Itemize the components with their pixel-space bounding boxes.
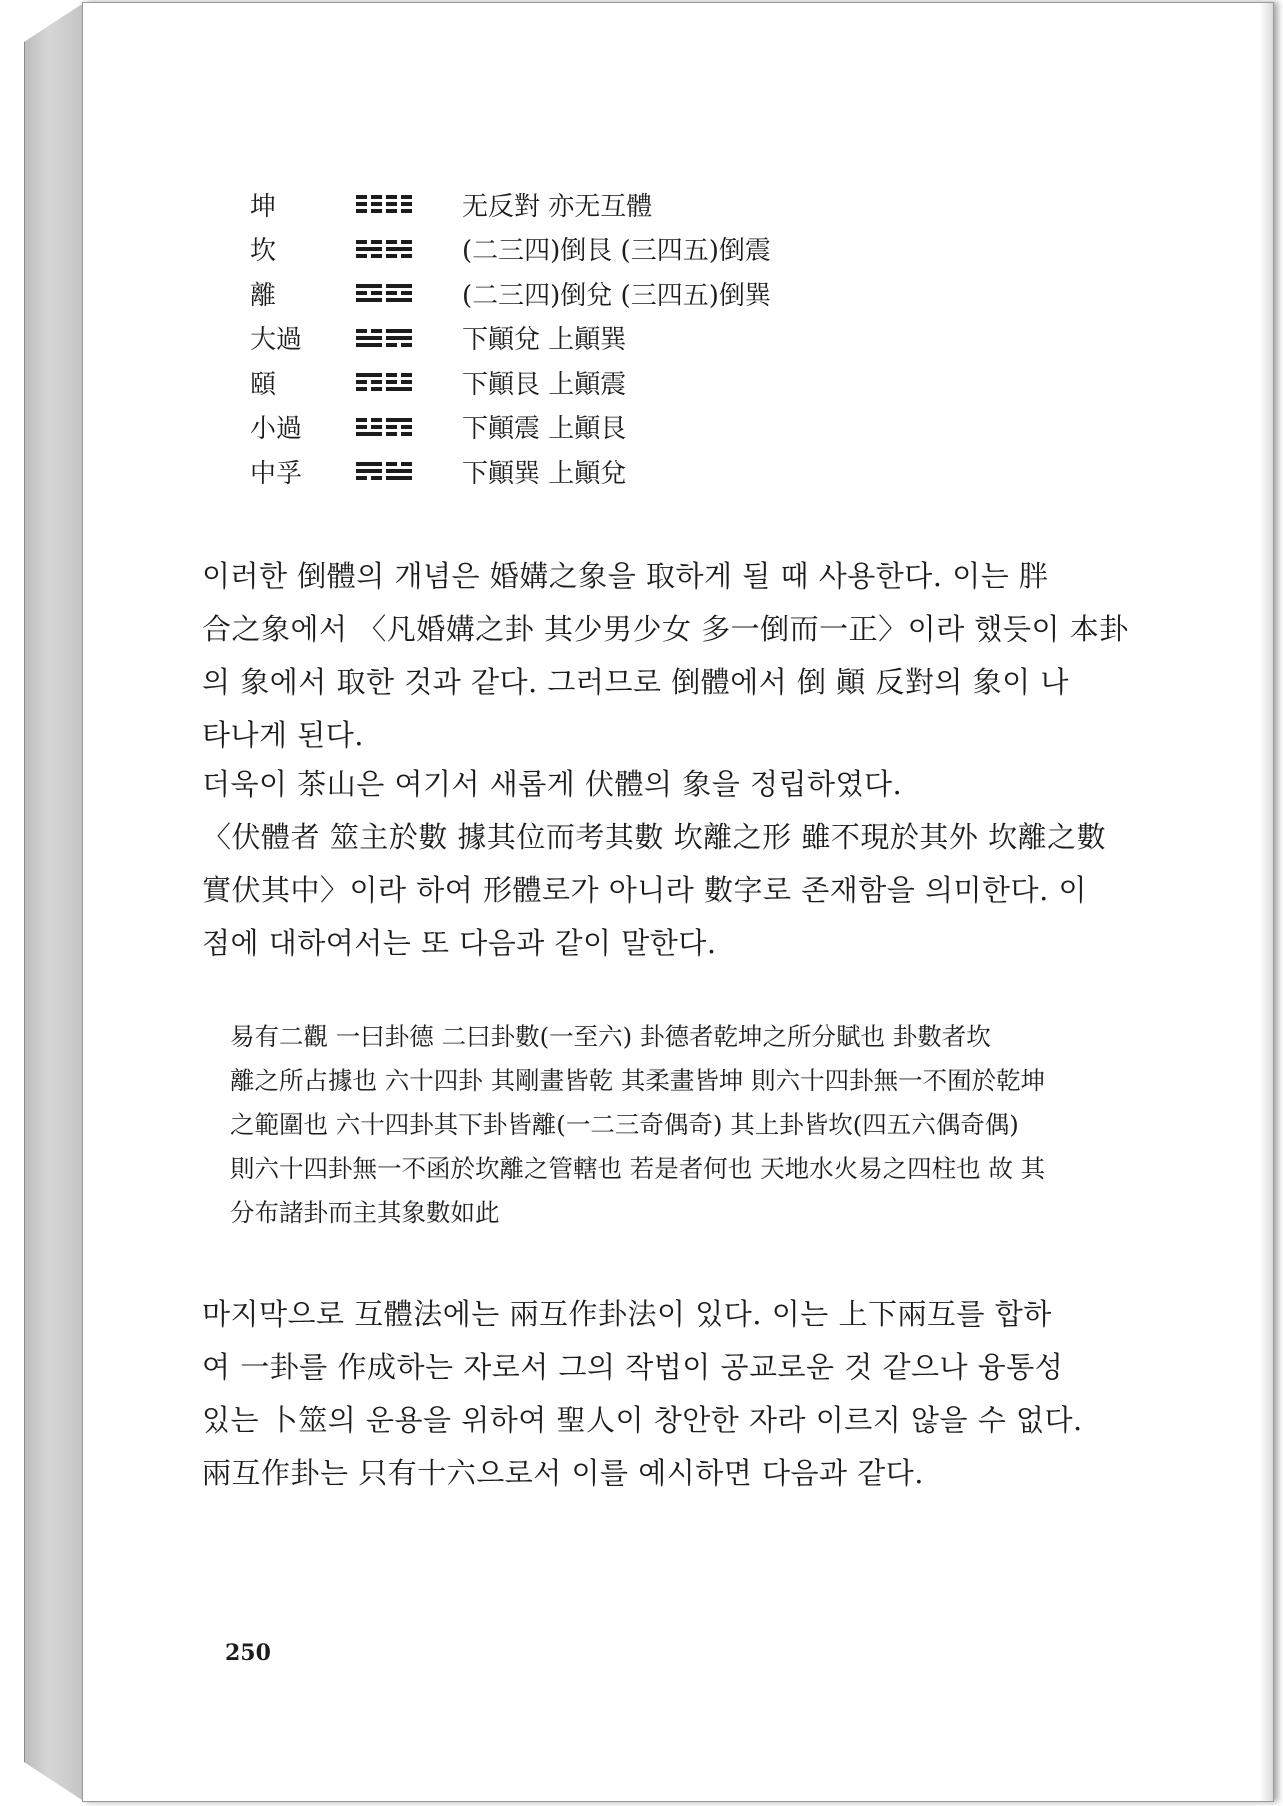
trigram-icon bbox=[386, 193, 412, 215]
hexagram-description: 无反對 亦无互體 bbox=[462, 191, 653, 222]
hexagram-description: 下顚艮 上顚震 bbox=[462, 369, 627, 400]
paragraph-line: 合之象에서 〈凡婚媾之卦 其少男少女 多一倒而一正〉이라 했듯이 本卦 bbox=[202, 612, 1129, 646]
hexagram-description: 下顚震 上顚艮 bbox=[462, 414, 627, 445]
paragraph-line: 여 一卦를 作成하는 자로서 그의 작법이 공교로운 것 같으나 융통성 bbox=[202, 1350, 1064, 1384]
hexagram-name: 離 bbox=[250, 280, 277, 311]
quote-block bbox=[230, 1015, 1045, 1235]
page-edge bbox=[1259, 3, 1273, 1801]
hexagram-row bbox=[250, 227, 771, 272]
hexagram-name: 頤 bbox=[250, 369, 277, 400]
page-number: 250 bbox=[225, 1640, 271, 1666]
paragraph-line: 마지막으로 互體法에는 兩互作卦法이 있다. 이는 上下兩互를 합하 bbox=[202, 1297, 1052, 1331]
hexagram-symbol-icon bbox=[356, 238, 462, 260]
paragraph-line: 타나게 된다. bbox=[202, 718, 365, 752]
paragraph-line: 〈伏體者 筮主於數 據其位而考其數 坎離之形 雖不現於其外 坎離之數 bbox=[202, 820, 1107, 854]
trigram-icon bbox=[386, 327, 412, 349]
quote-line: 之範圍也 六十四卦其下卦皆離(一二三奇偶奇) 其上卦皆坎(四五六偶奇偶) bbox=[230, 1110, 1019, 1139]
trigram-icon bbox=[386, 460, 412, 482]
hexagram-row bbox=[250, 449, 771, 494]
hexagram-row bbox=[250, 360, 771, 405]
hexagram-description: (二三四)倒艮 (三四五)倒震 bbox=[462, 236, 771, 267]
hexagram-row bbox=[250, 405, 771, 450]
paragraph-line: 實伏其中〉이라 하여 形體로가 아니라 數字로 존재함을 의미한다. 이 bbox=[202, 873, 1088, 907]
hexagram-symbol-icon bbox=[356, 327, 462, 349]
hexagram-symbol-icon bbox=[356, 282, 462, 304]
paragraph-2 bbox=[202, 758, 1106, 970]
hexagram-name: 小過 bbox=[250, 414, 303, 445]
quote-line: 分布諸卦而主其象數如此 bbox=[230, 1198, 500, 1227]
paragraph-line: 더욱이 茶山은 여기서 새롭게 伏體의 象을 정립하였다. bbox=[202, 767, 903, 801]
paragraph-1 bbox=[202, 550, 1129, 762]
paragraph-line: 의 象에서 取한 것과 같다. 그러므로 倒體에서 倒 顚 反對의 象이 나 bbox=[202, 665, 1069, 699]
hexagram-symbol-icon bbox=[356, 193, 462, 215]
hexagram-row bbox=[250, 316, 771, 361]
trigram-icon bbox=[356, 193, 382, 215]
book-spine bbox=[24, 2, 85, 1802]
quote-line: 則六十四卦無一不函於坎離之管轄也 若是者何也 天地水火易之四柱也 故 其 bbox=[230, 1154, 1046, 1183]
trigram-icon bbox=[386, 371, 412, 393]
quote-line: 離之所占據也 六十四卦 其剛畫皆乾 其柔畫皆坤 則六十四卦無一不囿於乾坤 bbox=[230, 1066, 1046, 1095]
paragraph-3 bbox=[202, 1288, 1083, 1500]
paragraph-line: 있는 卜筮의 운용을 위하여 聖人이 창안한 자라 이르지 않을 수 없다. bbox=[202, 1403, 1083, 1437]
paragraph-line: 점에 대하여서는 또 다음과 같이 말한다. bbox=[202, 926, 717, 960]
hexagram-row bbox=[250, 271, 771, 316]
hexagram-name: 大過 bbox=[250, 325, 303, 356]
hexagram-description: (二三四)倒兌 (三四五)倒巽 bbox=[462, 280, 771, 311]
trigram-icon bbox=[356, 327, 382, 349]
trigram-icon bbox=[356, 238, 382, 260]
trigram-icon bbox=[386, 238, 412, 260]
hexagram-table bbox=[250, 182, 771, 494]
trigram-icon bbox=[386, 416, 412, 438]
hexagram-symbol-icon bbox=[356, 371, 462, 393]
hexagram-symbol-icon bbox=[356, 416, 462, 438]
trigram-icon bbox=[356, 371, 382, 393]
paragraph-line: 兩互作卦는 只有十六으로서 이를 예시하면 다음과 같다. bbox=[202, 1456, 925, 1490]
trigram-icon bbox=[356, 460, 382, 482]
hexagram-name: 坎 bbox=[250, 236, 277, 267]
hexagram-name: 中孚 bbox=[250, 458, 303, 489]
trigram-icon bbox=[356, 282, 382, 304]
quote-line: 易有二觀 一曰卦德 二曰卦數(一至六) 卦德者乾坤之所分賦也 卦數者坎 bbox=[230, 1022, 991, 1051]
paragraph-line: 이러한 倒體의 개념은 婚媾之象을 取하게 될 때 사용한다. 이는 胖 bbox=[202, 559, 1049, 593]
trigram-icon bbox=[356, 416, 382, 438]
hexagram-description: 下顚巽 上顚兌 bbox=[462, 458, 627, 489]
hexagram-name: 坤 bbox=[250, 191, 277, 222]
hexagram-description: 下顚兌 上顚巽 bbox=[462, 325, 627, 356]
trigram-icon bbox=[386, 282, 412, 304]
hexagram-row bbox=[250, 182, 771, 227]
hexagram-symbol-icon bbox=[356, 460, 462, 482]
